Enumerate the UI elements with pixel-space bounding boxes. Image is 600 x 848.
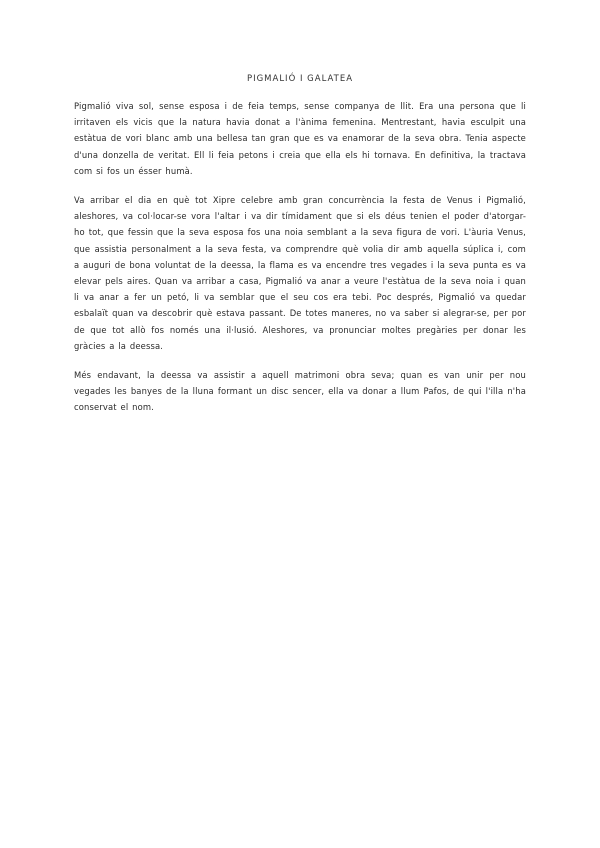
- paragraph-2: Va arribar el dia en què tot Xipre celebre amb gran concurrència la festa de Venus i Pigmalió, aleshores, va col·locar-se vora l'altar i va dir tímidament que si els déus tenien el poder d'atorgar-ho tot, que fessin que la seva esposa fos una noia semblant a la seva figura de vori. L'àuria Venus, que assistia personalment a la seva festa, va comprendre què volia dir amb aquella súplica i, com a auguri de bona voluntat de la deessa, la flama es va encendre tres vegades i la seva punta es va elevar pels aires. Quan va arribar a casa, Pigmalió va anar a veure l'estàtua de la seva noia i quan li va anar a fer un petó, li va semblar que el seu cos era tebi. Poc després, Pigmalió va quedar esbalaït quan va descobrir què estava passant. De totes maneres, no va saber si alegrar-se, per por de que tot allò fos només una il·lusió. Aleshores, va pronunciar moltes pregàries per donar les gràcies a la deessa.: [74, 195, 526, 351]
- paragraph-3: Més endavant, la deessa va assistir a aquell matrimoni obra seva; quan es van unir per nou vegades les banyes de la lluna formant un disc sencer, ella va donar a llum Pafos, de qui l'illa n'ha conservat el nom.: [74, 370, 526, 413]
- document-title: PIGMALIÓ I GALATEA: [246, 74, 354, 84]
- document-body: [74, 98, 526, 429]
- paragraph-1: Pigmalió viva sol, sense esposa i de feia temps, sense companya de llit. Era una persona que li irritaven els vicis que la natura havia donat a l'ànima femenina. Mentrestant, havia esculpit una estàtua de vori blanc amb una bellesa tan gran que es va enamorar de la seva obra. Tenia aspecte d'una donzella de veritat. Ell li feia petons i creia que ella els hi tornava. En definitiva, la tractava com si fos un ésser humà.: [74, 101, 526, 176]
